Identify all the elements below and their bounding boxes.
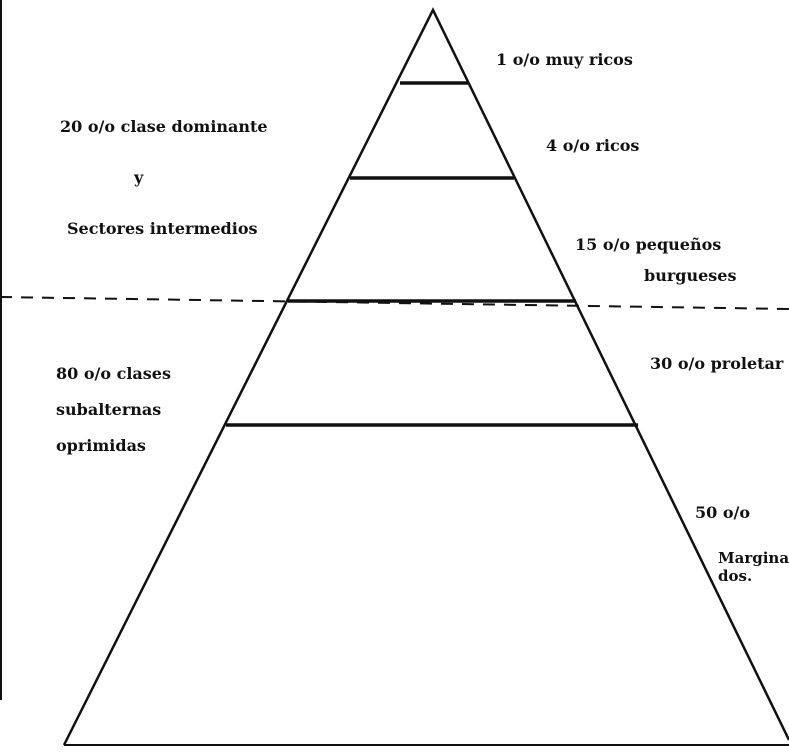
upper-group-label-line2: y <box>134 168 144 187</box>
stratum-label-marginados-line2: Margina <box>718 549 789 567</box>
class-division-dashed-line <box>0 297 789 309</box>
lower-group-label-line3: oprimidas <box>56 436 146 455</box>
stratum-label-ricos: 4 o/o ricos <box>546 136 640 155</box>
lower-group-label-line2: subalternas <box>56 400 162 419</box>
stratum-label-pequenos-burgueses-line2: burgueses <box>644 266 737 285</box>
lower-group-label-line1: 80 o/o clases <box>56 364 171 383</box>
stratum-label-pequenos-burgueses: 15 o/o pequeños <box>575 235 722 254</box>
stratum-label-muy-ricos: 1 o/o muy ricos <box>496 50 633 69</box>
stratum-label-marginados: 50 o/o <box>695 503 751 522</box>
stratum-label-proletar: 30 o/o proletar <box>650 354 784 373</box>
upper-group-label-line3: Sectores intermedios <box>67 219 258 238</box>
upper-group-label-line1: 20 o/o clase dominante <box>60 117 268 136</box>
stratum-label-marginados-line3: dos. <box>718 567 753 585</box>
